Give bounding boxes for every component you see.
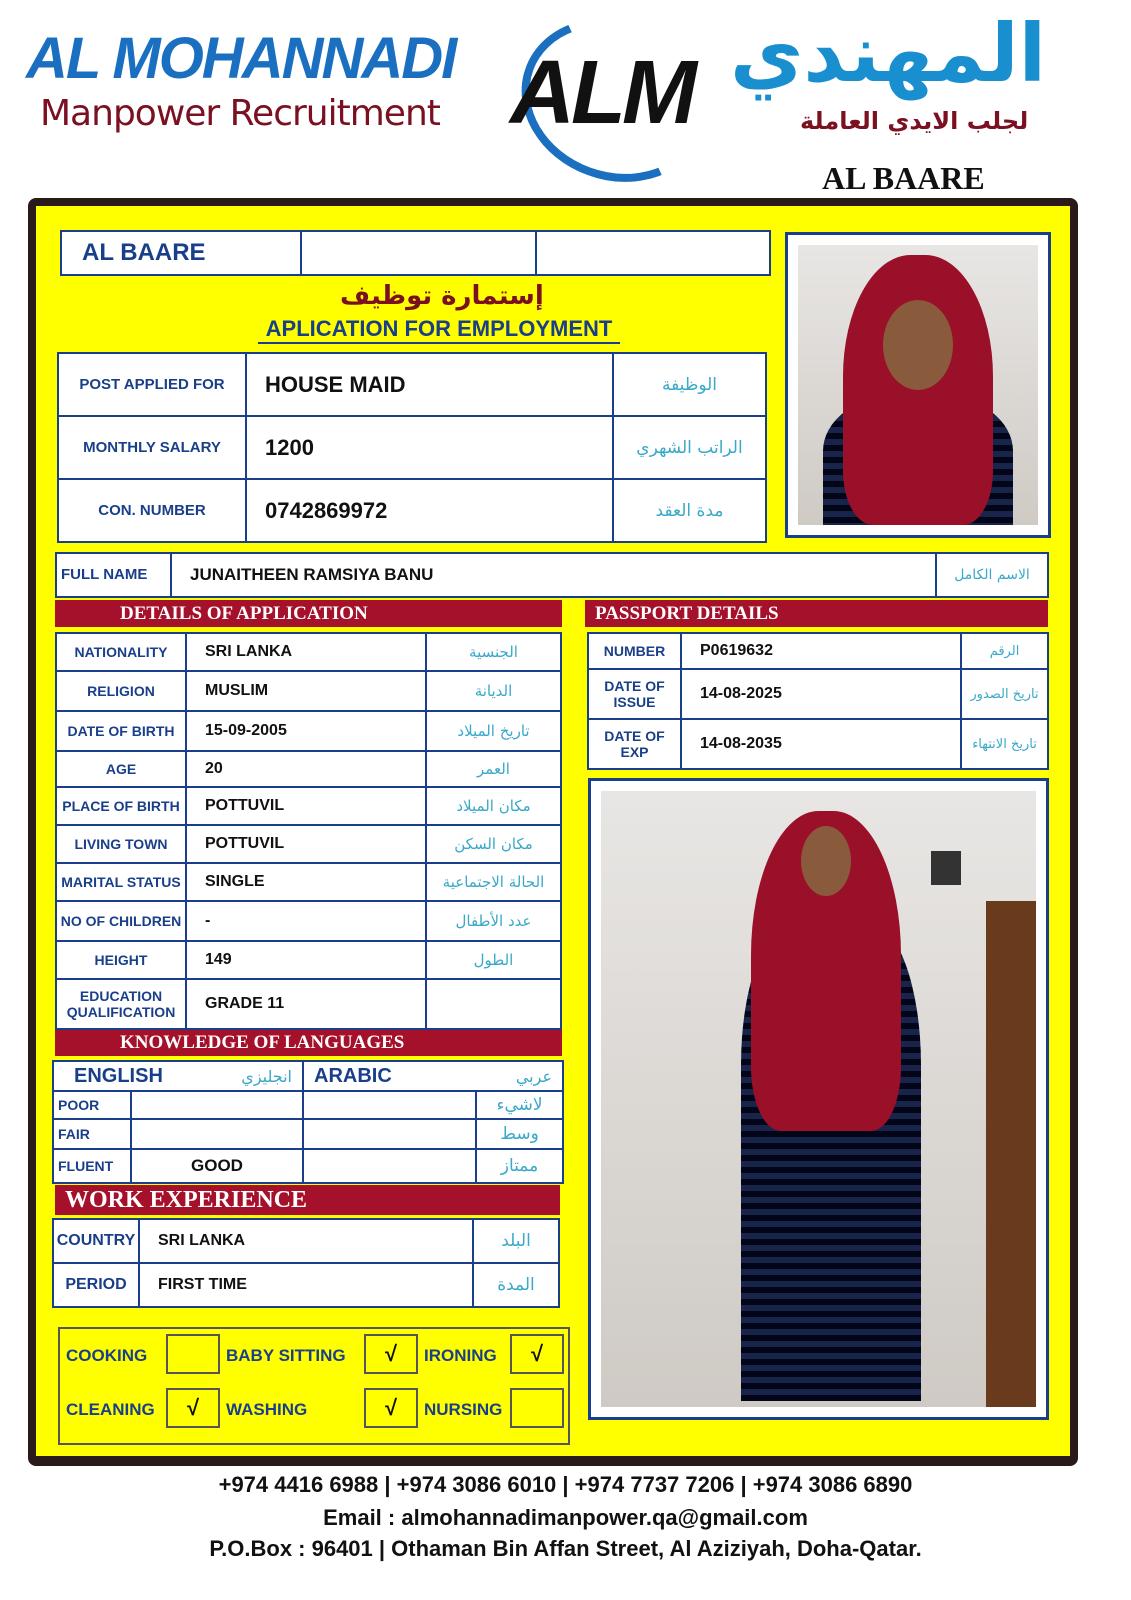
portrait-photo <box>785 232 1051 538</box>
salary-label-ar: الراتب الشهري <box>612 415 767 480</box>
passport-value: P0619632 <box>680 632 962 670</box>
work-label: PERIOD <box>52 1262 140 1308</box>
logo-mark: ALM <box>510 43 693 143</box>
passport-value: 14-08-2035 <box>680 718 962 770</box>
detail-label-ar: مكان السكن <box>425 824 562 864</box>
detail-value: SRI LANKA <box>185 632 427 672</box>
footer-address: P.O.Box : 96401 | Othaman Bin Affan Street, Al Aziziyah, Doha-Qatar. <box>209 1536 922 1561</box>
contract-label: CON. NUMBER <box>57 478 247 543</box>
post-label: POST APPLIED FOR <box>57 352 247 417</box>
form-title-en: APLICATION FOR EMPLOYMENT <box>258 316 620 344</box>
detail-label: EDUCATION QUALIFICATION <box>55 978 187 1030</box>
detail-label: NATIONALITY <box>55 632 187 672</box>
form-title-ar: إستمارة توظيف <box>340 281 544 311</box>
english-label-ar: انجليزي <box>241 1066 292 1086</box>
language-level-label-ar: لاشيء <box>475 1090 564 1120</box>
skill-checkbox[interactable]: √ <box>166 1388 220 1428</box>
detail-label: HEIGHT <box>55 940 187 980</box>
language-level-label: FLUENT <box>52 1148 132 1184</box>
detail-value: 149 <box>185 940 427 980</box>
english-level-value <box>130 1090 304 1120</box>
skill-label: WASHING <box>226 1400 308 1419</box>
contract-value: 0742869972 <box>245 478 614 543</box>
detail-value: 20 <box>185 750 427 788</box>
language-level-label-ar: ممتاز <box>475 1148 564 1184</box>
arabic-level-value <box>302 1090 477 1120</box>
detail-label: NO OF CHILDREN <box>55 900 187 942</box>
detail-label-ar: تاريخ الميلاد <box>425 710 562 752</box>
company-subtitle-ar: لجلب الايدي العاملة <box>800 107 1029 135</box>
company-logo-en: AL MOHANNADI <box>26 26 456 91</box>
salary-value: 1200 <box>245 415 614 480</box>
detail-label: RELIGION <box>55 670 187 712</box>
skill-label: CLEANING <box>66 1400 155 1419</box>
english-header <box>52 1060 304 1092</box>
detail-label-ar: مكان الميلاد <box>425 786 562 826</box>
english-label: ENGLISH <box>74 1064 163 1087</box>
passport-section-title: PASSPORT DETAILS <box>585 600 1048 627</box>
post-label-ar: الوظيفة <box>612 352 767 417</box>
details-section-title: DETAILS OF APPLICATION <box>55 600 562 627</box>
detail-label-ar: العمر <box>425 750 562 788</box>
detail-value: - <box>185 900 427 942</box>
detail-value: GRADE 11 <box>185 978 427 1030</box>
work-label: COUNTRY <box>52 1218 140 1264</box>
detail-label-ar: الطول <box>425 940 562 980</box>
skill-checkbox[interactable] <box>510 1388 564 1428</box>
full-name-label: FULL NAME <box>55 552 172 598</box>
company-logo-ar: المهندي <box>730 7 1047 100</box>
full-name-label-ar: الاسم الكامل <box>935 552 1049 598</box>
skills-box <box>58 1327 570 1445</box>
detail-label-ar: عدد الأطفال <box>425 900 562 942</box>
detail-label: PLACE OF BIRTH <box>55 786 187 826</box>
blank-box <box>300 230 537 276</box>
branch-name: AL BAARE <box>822 160 985 196</box>
contract-label-ar: مدة العقد <box>612 478 767 543</box>
passport-value: 14-08-2025 <box>680 668 962 720</box>
full-body-photo <box>588 778 1049 1420</box>
skill-label: IRONING <box>424 1346 497 1365</box>
full-name-value: JUNAITHEEN RAMSIYA BANU <box>170 552 937 598</box>
detail-label: LIVING TOWN <box>55 824 187 864</box>
passport-label-ar: تاريخ الانتهاء <box>960 718 1049 770</box>
language-level-label-ar: وسط <box>475 1118 564 1150</box>
detail-label-ar <box>425 978 562 1030</box>
detail-label: DATE OF BIRTH <box>55 710 187 752</box>
language-level-label: POOR <box>52 1090 132 1120</box>
arabic-header <box>302 1060 564 1092</box>
english-level-value: GOOD <box>130 1148 304 1184</box>
detail-label-ar: الحالة الاجتماعية <box>425 862 562 902</box>
english-level-value <box>130 1118 304 1150</box>
passport-label-ar: الرقم <box>960 632 1049 670</box>
passport-label: NUMBER <box>587 632 682 670</box>
arabic-level-value <box>302 1148 477 1184</box>
detail-value: SINGLE <box>185 862 427 902</box>
arabic-label-ar: عربي <box>515 1066 552 1086</box>
work-value: FIRST TIME <box>138 1262 474 1308</box>
detail-value: POTTUVIL <box>185 824 427 864</box>
passport-label-ar: تاريخ الصدور <box>960 668 1049 720</box>
detail-value: 15-09-2005 <box>185 710 427 752</box>
salary-label: MONTHLY SALARY <box>57 415 247 480</box>
work-value: SRI LANKA <box>138 1218 474 1264</box>
detail-value: MUSLIM <box>185 670 427 712</box>
work-section-title: WORK EXPERIENCE <box>55 1185 560 1215</box>
passport-label: DATE OF EXP <box>587 718 682 770</box>
detail-label-ar: الجنسية <box>425 632 562 672</box>
detail-label-ar: الديانة <box>425 670 562 712</box>
arabic-label: ARABIC <box>314 1064 392 1087</box>
skill-checkbox[interactable] <box>166 1334 220 1374</box>
languages-section-title: KNOWLEDGE OF LANGUAGES <box>55 1030 562 1056</box>
skill-label: COOKING <box>66 1346 148 1365</box>
skill-label: BABY SITTING <box>226 1346 346 1365</box>
detail-label: AGE <box>55 750 187 788</box>
detail-label: MARITAL STATUS <box>55 862 187 902</box>
post-value: HOUSE MAID <box>245 352 614 417</box>
language-level-label: FAIR <box>52 1118 132 1150</box>
passport-label: DATE OF ISSUE <box>587 668 682 720</box>
skill-checkbox[interactable]: √ <box>364 1388 418 1428</box>
work-label-ar: البلد <box>472 1218 560 1264</box>
detail-value: POTTUVIL <box>185 786 427 826</box>
work-label-ar: المدة <box>472 1262 560 1308</box>
skill-label: NURSING <box>424 1400 503 1419</box>
footer-email: Email : almohannadimanpower.qa@gmail.com <box>323 1505 808 1530</box>
arabic-level-value <box>302 1118 477 1150</box>
skill-checkbox[interactable]: √ <box>364 1334 418 1374</box>
blank-box <box>535 230 771 276</box>
company-subtitle: Manpower Recruitment <box>40 93 440 134</box>
footer-phones: +974 4416 6988 | +974 3086 6010 | +974 7737 7206 | +974 3086 6890 <box>218 1472 913 1497</box>
branch-box: AL BAARE <box>60 230 302 276</box>
skill-checkbox[interactable]: √ <box>510 1334 564 1374</box>
